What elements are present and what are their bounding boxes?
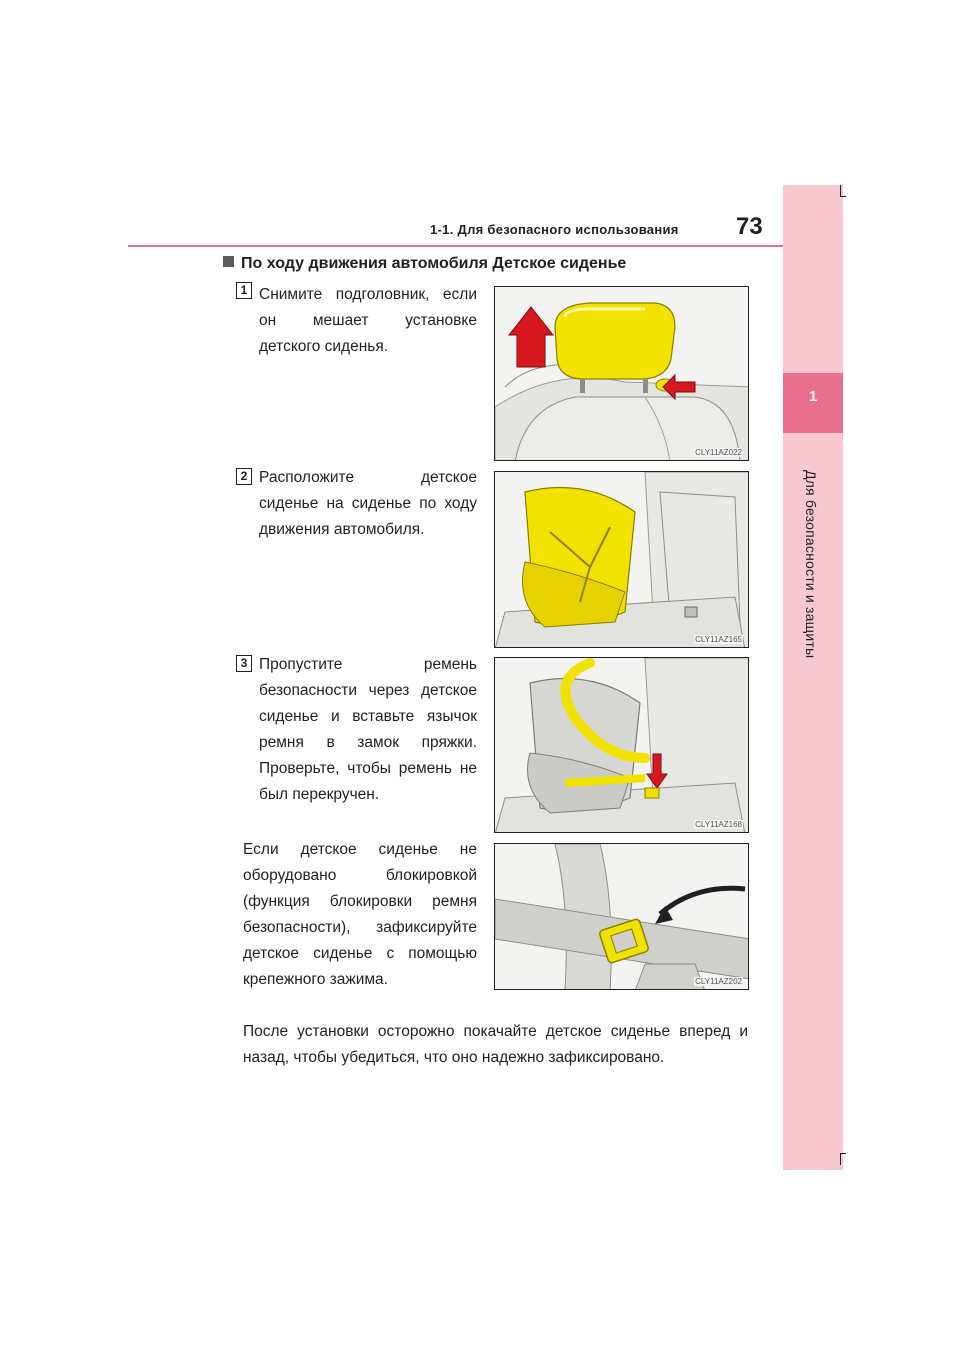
figure-3-code: CLY11AZ168 xyxy=(695,820,742,829)
figure-4-code: CLY11AZ202 xyxy=(695,977,742,986)
section-heading-text: По ходу движения автомобиля Детское сиденье xyxy=(241,255,627,272)
figure-1-code: CLY11AZ022 xyxy=(695,448,742,457)
section-heading xyxy=(223,255,626,273)
step-1-badge: 1 xyxy=(236,282,252,299)
figure-seat-placement xyxy=(494,471,749,648)
figure-locking-clip xyxy=(494,843,749,990)
crop-mark-bottom-tick xyxy=(840,1153,846,1154)
header-rule xyxy=(128,245,783,247)
step-2-badge: 2 xyxy=(236,468,252,485)
chapter-title: Для безопасности и защиты xyxy=(803,470,819,659)
step-1-text: Снимите подголовник, если он мешает установке детского сиденья. xyxy=(259,286,477,355)
figure-2-code: CLY11AZ165 xyxy=(695,635,742,644)
step-2-text: Расположите детское сиденье на сиденье по ходу движения автомобиля. xyxy=(259,469,477,538)
figure-headrest-removal xyxy=(494,286,749,461)
step-3-badge: 3 xyxy=(236,655,252,672)
chapter-number: 1 xyxy=(808,388,818,405)
seatbelt-routing-illustration xyxy=(495,658,749,833)
child-seat-illustration xyxy=(495,472,749,648)
running-header: 1-1. Для безопасного использования xyxy=(430,222,679,237)
chapter-sidebar xyxy=(783,185,843,1170)
step-3-text: Пропустите ремень безопасности через детское сиденье и вставьте язычок ремня в замок пряжки. Проверьте, чтобы ремень не был перекручен. xyxy=(259,656,477,803)
page-number: 73 xyxy=(736,213,763,240)
closing-paragraph: После установки осторожно покачайте детское сиденье вперед и назад, чтобы убедиться, что оно надежно зафиксировано. xyxy=(243,1023,748,1066)
locking-clip-note: Если детское сиденье не оборудовано блокировкой (функция блокировки ремня безопасности), зафиксируйте детское сиденье с помощью крепежного зажима. xyxy=(243,841,477,988)
headrest-illustration xyxy=(495,287,749,461)
square-bullet-icon xyxy=(223,256,234,267)
figure-belt-routing xyxy=(494,657,749,833)
crop-mark-bottom xyxy=(840,1153,841,1165)
locking-clip-illustration xyxy=(495,844,749,990)
crop-mark-top-tick xyxy=(840,196,846,197)
